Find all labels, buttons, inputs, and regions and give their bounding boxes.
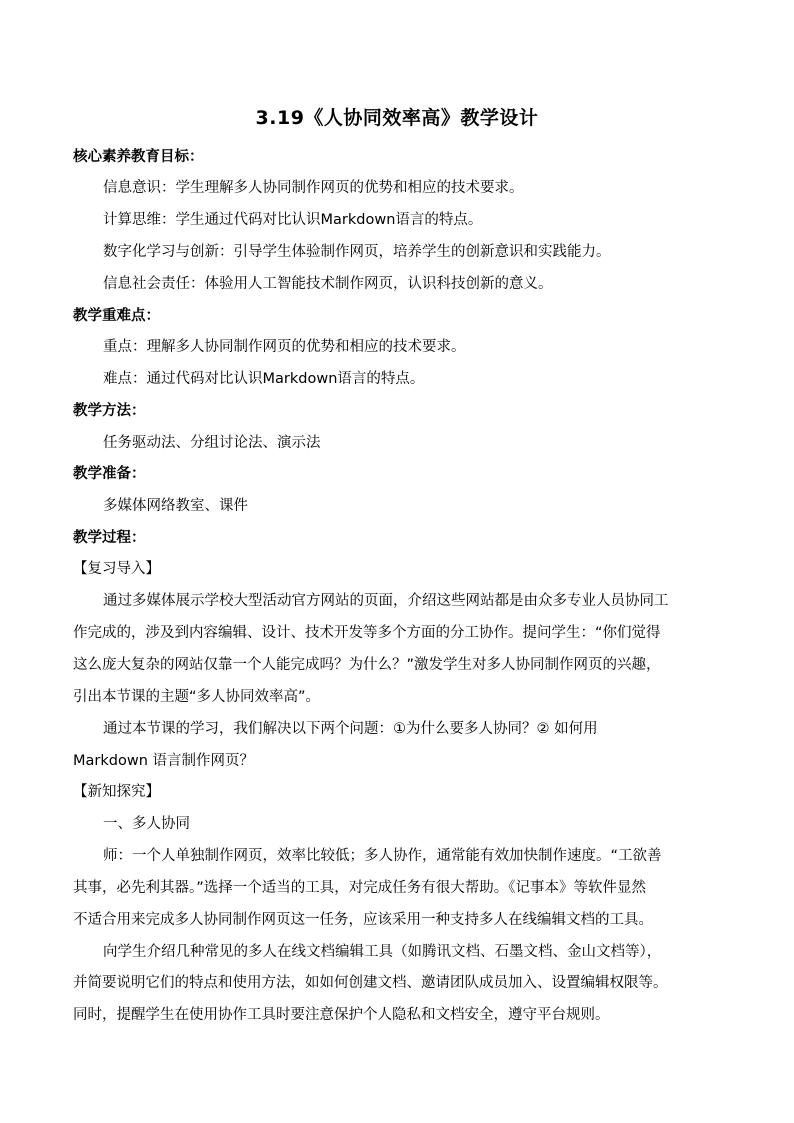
- goal-item: 计算思维：学生通过代码对比认识Markdown语言的特点。: [103, 212, 483, 228]
- review-para-line: 这么庞大复杂的网站仅靠一个人能完成吗？为什么？”激发学生对多人协同制作网页的兴趣，: [73, 657, 661, 673]
- review-label: 【复习导入】: [73, 561, 160, 577]
- document-title: 3.19《人协同效率高》教学设计: [255, 107, 539, 129]
- review-para-line: 引出本节课的主题“多人协同效率高”。: [73, 689, 321, 705]
- explore-para-line: 向学生介绍几种常见的多人在线文档编辑工具（如腾讯文档、石墨文档、金山文档等），: [103, 944, 662, 960]
- review-para-line: 通过多媒体展示学校大型活动官方网站的页面，介绍这些网站都是由众多专业人员协同工: [103, 593, 669, 609]
- methods-text: 任务驱动法、分组讨论法、演示法: [103, 435, 321, 451]
- prep-text: 多媒体网络教室、课件: [103, 498, 248, 514]
- explore-subheading: 一、多人协同: [103, 816, 190, 832]
- explore-label: 【新知探究】: [73, 784, 160, 800]
- goal-item: 信息意识：学生理解多人协同制作网页的优势和相应的技术要求。: [103, 180, 524, 196]
- explore-para-line: 不适合用来完成多人协同制作网页这一任务，应该采用一种支持多人在线编辑文档的工具。: [73, 912, 653, 928]
- explore-para-line: 其事，必先利其器。”选择一个适当的工具，对完成任务有很大帮助。《记事本》等软件显然: [73, 880, 647, 896]
- prep-heading: 教学准备：: [73, 466, 146, 482]
- keypoint-item: 重点：理解多人协同制作网页的优势和相应的技术要求。: [103, 339, 466, 355]
- explore-para-line: 并简要说明它们的特点和使用方法，如如何创建文档、邀请团队成员加入、设置编辑权限等。: [73, 975, 668, 991]
- goal-item: 信息社会责任：体验用人工智能技术制作网页，认识科技创新的意义。: [103, 276, 553, 292]
- review-questions-line: Markdown 语言制作网页？: [73, 753, 254, 769]
- keypoint-item: 难点：通过代码对比认识Markdown语言的特点。: [103, 371, 425, 387]
- review-questions-line: 通过本节课的学习，我们解决以下两个问题：①为什么要多人协同？② 如何用: [103, 721, 598, 737]
- review-para-line: 作完成的，涉及到内容编辑、设计、技术开发等多个方面的分工协作。提问学生：“你们觉得: [73, 625, 661, 641]
- explore-para-line: 同时，提醒学生在使用协作工具时要注意保护个人隐私和文档安全，遵守平台规则。: [73, 1007, 610, 1023]
- process-heading: 教学过程：: [73, 530, 146, 546]
- goal-item: 数字化学习与创新：引导学生体验制作网页，培养学生的创新意识和实践能力。: [103, 244, 611, 260]
- methods-heading: 教学方法：: [73, 403, 146, 419]
- goals-heading: 核心素养教育目标：: [73, 149, 204, 165]
- keypoints-heading: 教学重难点：: [73, 308, 160, 324]
- explore-para-line: 师：一个人单独制作网页，效率比较低；多人协作，通常能有效加快制作速度。“工欲善: [103, 848, 662, 864]
